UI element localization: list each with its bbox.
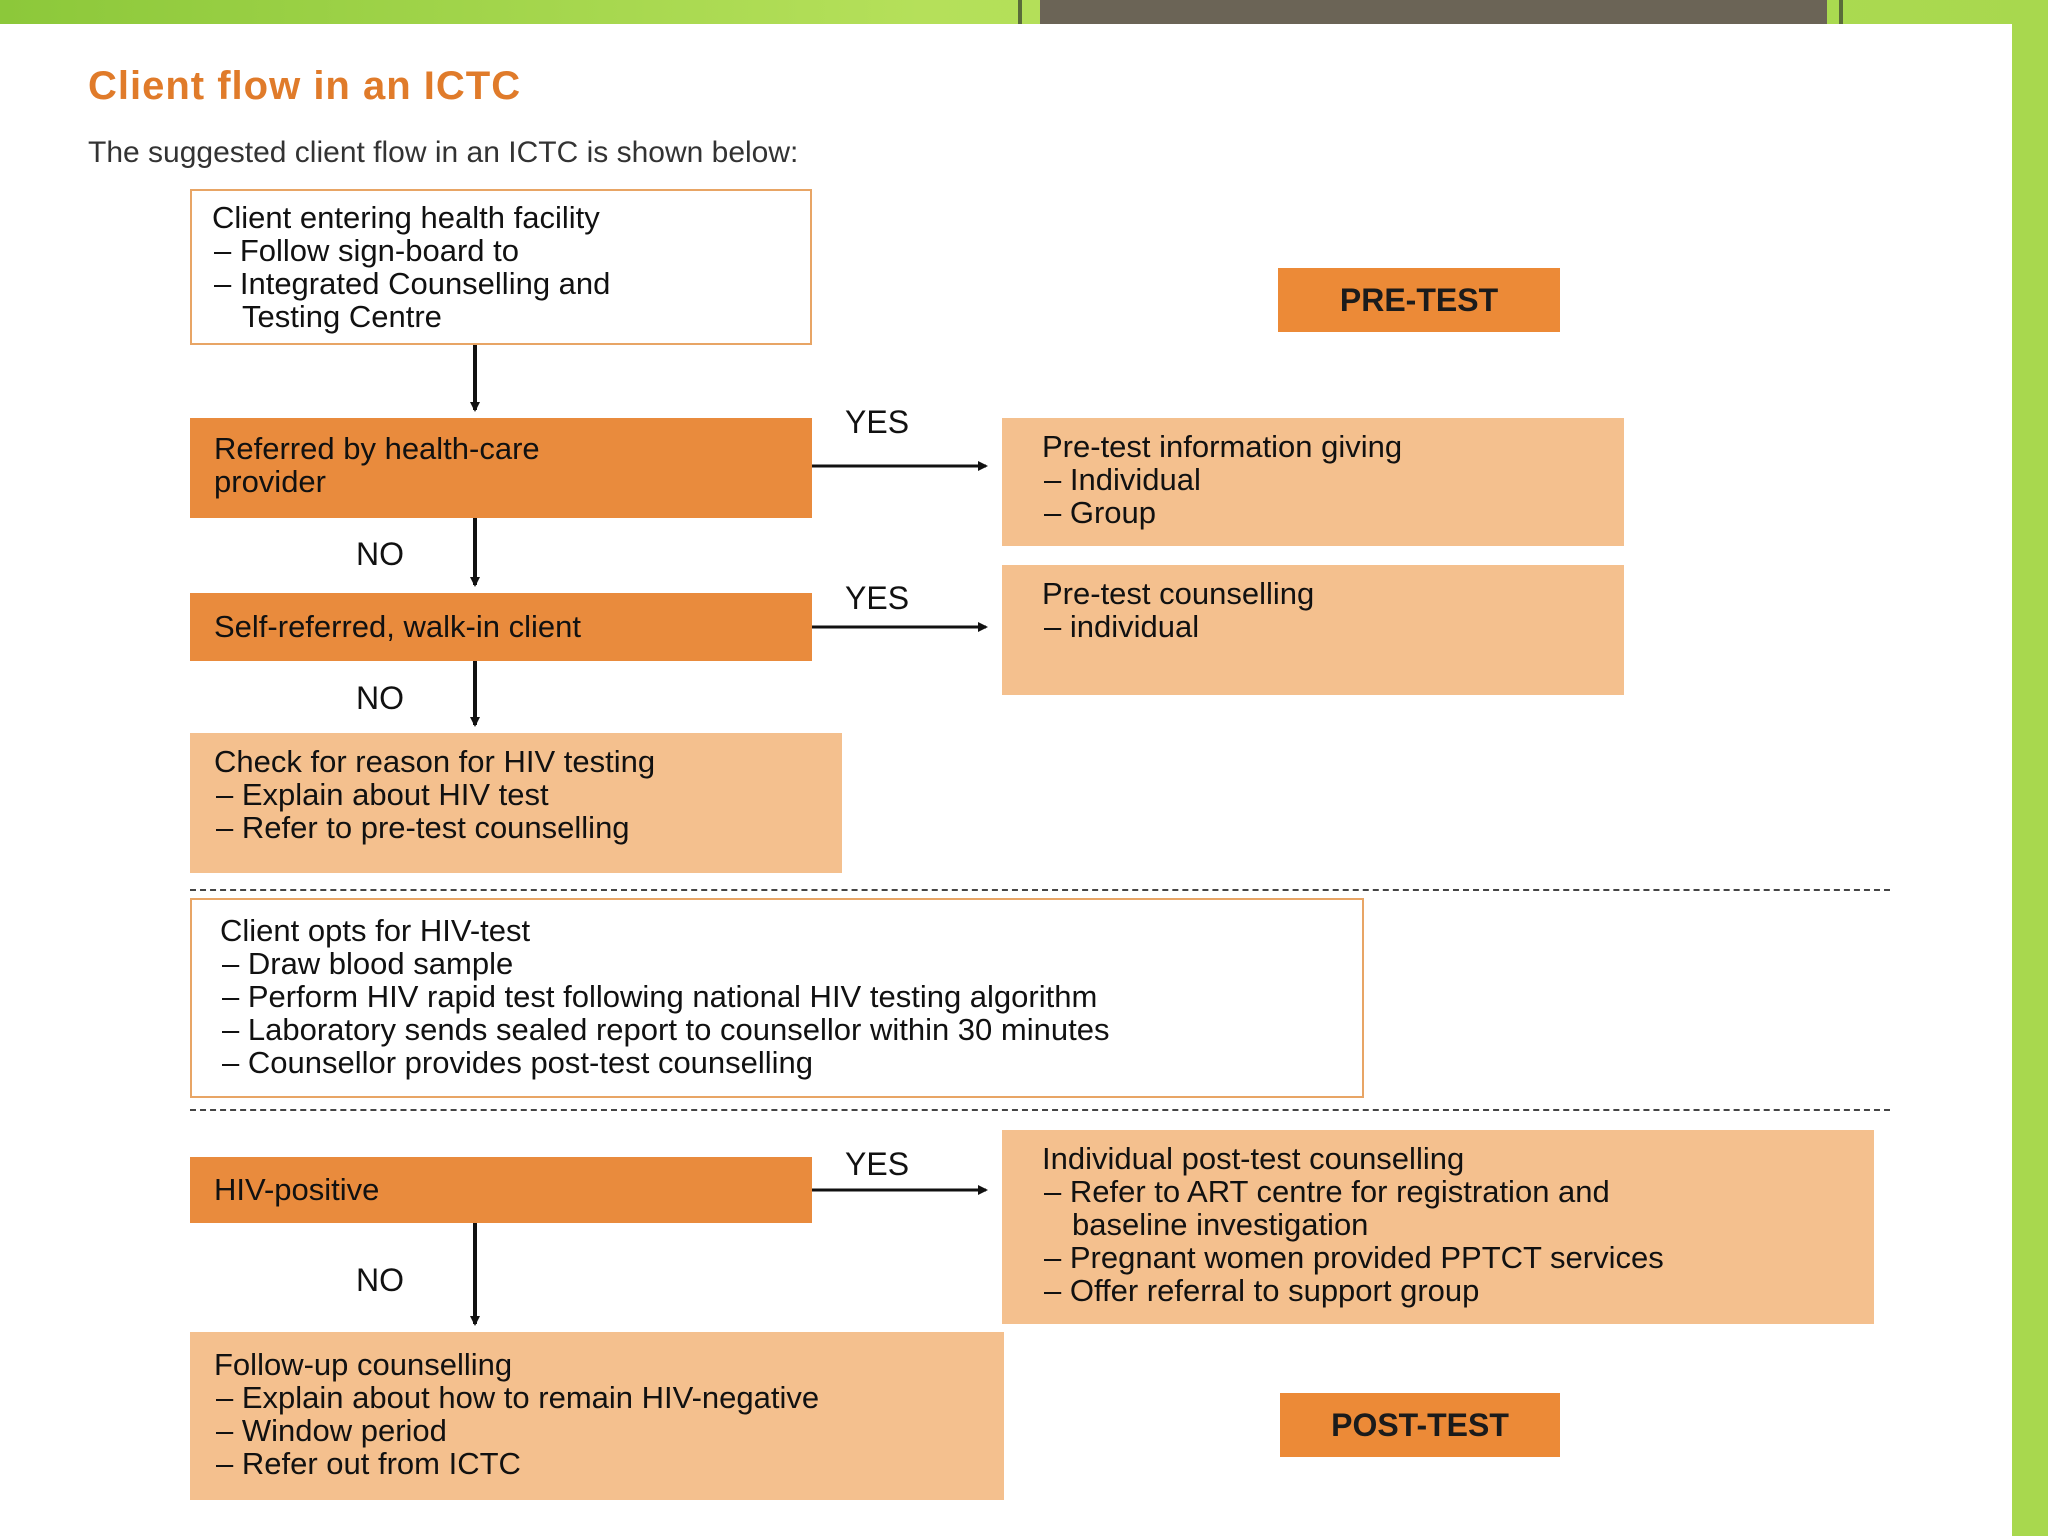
top-divider [1839, 0, 1843, 24]
post-test-tag: POST-TEST [1280, 1393, 1560, 1457]
box-client-entering [190, 189, 812, 345]
no-label: NO [356, 536, 404, 572]
box-line: – Window period [216, 1413, 447, 1448]
box-line: – Refer to pre-test counselling [216, 810, 630, 845]
box-line: – Perform HIV rapid test following national HIV testing algorithm [222, 979, 1098, 1014]
dashed-divider [190, 1109, 1890, 1111]
box-line: – Explain about how to remain HIV-negative [216, 1380, 820, 1415]
box-pretest-counselling [1002, 565, 1624, 695]
dashed-divider [190, 889, 1890, 891]
box-check-reason [190, 733, 842, 873]
box-self-referred [190, 593, 812, 661]
box-line: – Draw blood sample [222, 946, 514, 981]
box-line: Testing Centre [242, 299, 442, 334]
box-title: Referred by health-care [214, 431, 540, 466]
box-title: Individual post-test counselling [1042, 1141, 1465, 1176]
box-line: – Individual [1044, 462, 1201, 497]
box-line: – Group [1044, 495, 1157, 530]
yes-label: YES [845, 1146, 910, 1182]
box-hiv-positive [190, 1157, 812, 1223]
top-divider [1018, 0, 1022, 24]
box-pretest-info [1002, 418, 1624, 546]
box-line: provider [214, 464, 326, 499]
box-line: – Offer referral to support group [1044, 1273, 1480, 1308]
box-referred [190, 418, 812, 518]
box-line: – Pregnant women provided PPTCT services [1044, 1240, 1664, 1275]
box-line: – Integrated Counselling and [214, 266, 611, 301]
box-line: – Follow sign-board to [214, 233, 519, 268]
box-line: – individual [1044, 609, 1200, 644]
box-client-opts [190, 898, 1364, 1098]
page-title: Client flow in an ICTC [88, 64, 522, 108]
pre-test-tag: PRE-TEST [1278, 268, 1560, 332]
box-title: Pre-test counselling [1042, 576, 1315, 611]
box-title: Pre-test information giving [1042, 429, 1403, 464]
box-followup-counselling [190, 1332, 1004, 1500]
box-line: – Explain about HIV test [216, 777, 549, 812]
box-line: baseline investigation [1072, 1207, 1369, 1242]
box-title: Check for reason for HIV testing [214, 744, 656, 779]
page-subtitle: The suggested client flow in an ICTC is shown below: [88, 136, 799, 169]
yes-label: YES [845, 404, 910, 440]
box-line: – Refer out from ICTC [216, 1446, 521, 1481]
box-line: – Refer to ART centre for registration and [1044, 1174, 1610, 1209]
box-posttest-counselling [1002, 1130, 1874, 1324]
box-title: HIV-positive [214, 1172, 380, 1207]
box-title: Client opts for HIV-test [220, 913, 531, 948]
top-bar [1040, 0, 1827, 24]
no-label: NO [356, 1262, 404, 1298]
box-title: Client entering health facility [212, 200, 600, 235]
yes-label: YES [845, 580, 910, 616]
box-line: – Counsellor provides post-test counselling [222, 1045, 814, 1080]
box-line: – Laboratory sends sealed report to counsellor within 30 minutes [222, 1012, 1110, 1047]
box-title: Follow-up counselling [214, 1347, 513, 1382]
no-label: NO [356, 680, 404, 716]
box-title: Self-referred, walk-in client [214, 609, 581, 644]
